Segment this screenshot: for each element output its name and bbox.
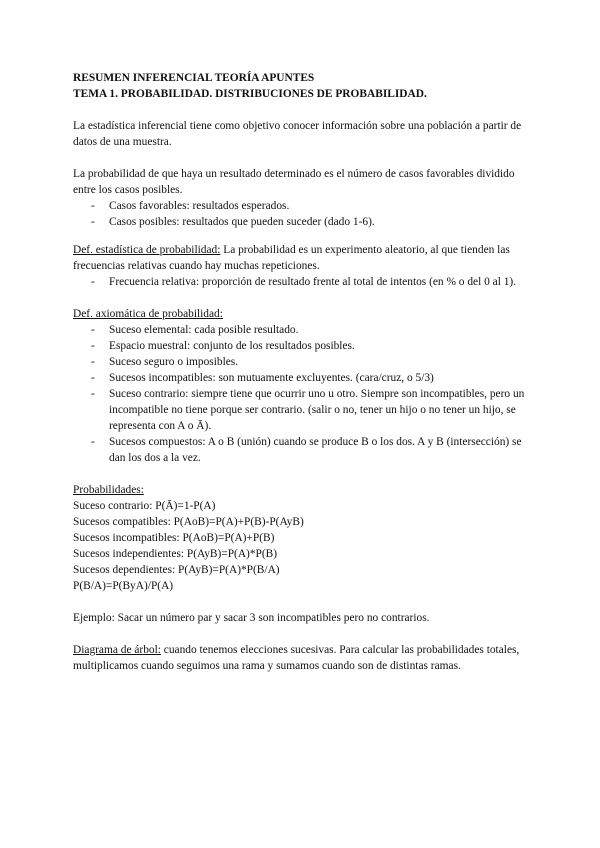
tree-diagram-paragraph xyxy=(73,642,533,674)
statistical-definition xyxy=(73,242,533,274)
formula-line: Sucesos compatibles: P(AoB)=P(A)+P(B)-P(AyB) xyxy=(73,516,304,528)
list-item: - Suceso elemental: cada posible resultado. xyxy=(73,322,533,338)
list-item: - Casos posibles: resultados que pueden suceder (dado 1-6). xyxy=(73,214,533,230)
list-item: - Sucesos incompatibles: son mutuamente excluyentes. (cara/cruz, o 5/3) xyxy=(73,370,533,386)
list-item: - Frecuencia relativa: proporción de resultado frente al total de intentos (en % o del 0 al 1). xyxy=(73,274,533,290)
document-title: RESUMEN INFERENCIAL TEORÍA APUNTES xyxy=(73,72,315,84)
section-text: cuando tenemos elecciones sucesivas. Para calcular las probabilidades totales, multiplicamos cuando seguimos una rama y sumamos cuando son de distintas ramas. xyxy=(73,644,520,672)
formula-line: Suceso contrario: P(Ā)=1-P(A) xyxy=(73,500,216,512)
section-label: Probabilidades: xyxy=(73,484,144,496)
probabilities-section xyxy=(73,482,533,498)
formula-line: P(B/A)=P(ByA)/P(A) xyxy=(73,580,174,592)
topic-title: TEMA 1. PROBABILIDAD. DISTRIBUCIONES DE PROBABILIDAD. xyxy=(73,88,427,100)
document-page xyxy=(73,70,533,674)
axiomatic-definition xyxy=(73,306,533,322)
probability-definition: La probabilidad de que haya un resultado determinado es el número de casos favorables dividido entre los casos posibles. xyxy=(73,168,515,196)
list-item: - Sucesos compuestos: A o B (unión) cuando se produce B o los dos. A y B (intersección) se dan los dos a la vez. xyxy=(73,434,533,466)
list-item: - Casos favorables: resultados esperados. xyxy=(73,198,533,214)
probability-definition-list xyxy=(73,198,533,230)
section-label: Def. estadística de probabilidad: xyxy=(73,244,221,256)
formula-line: Sucesos dependientes: P(AyB)=P(A)*P(B/A) xyxy=(73,564,280,576)
section-text: La probabilidad es un experimento aleatorio, al que tienden las frecuencias relativas cuando hay muchas repeticiones. xyxy=(73,244,510,272)
intro-paragraph: La estadística inferencial tiene como objetivo conocer información sobre una población a partir de datos de una muestra. xyxy=(73,120,522,148)
list-item: - Suceso contrario: siempre tiene que ocurrir uno u otro. Siempre son incompatibles, pero un incompatible no tiene porque ser contrario. (salir o no, tener un hijo o no tener un hijo, se representa con A o Ā). xyxy=(73,386,533,434)
formula-line: Sucesos incompatibles: P(AoB)=P(A)+P(B) xyxy=(73,532,275,544)
statistical-definition-list xyxy=(73,274,533,290)
axiomatic-definition-list xyxy=(73,322,533,466)
example-paragraph: Ejemplo: Sacar un número par y sacar 3 son incompatibles pero no contrarios. xyxy=(73,612,430,624)
formula-line: Sucesos independientes: P(AyB)=P(A)*P(B) xyxy=(73,548,278,560)
section-label: Diagrama de árbol: xyxy=(73,644,161,656)
list-item: - Espacio muestral: conjunto de los resultados posibles. xyxy=(73,338,533,354)
section-label: Def. axiomática de probabilidad: xyxy=(73,308,223,320)
list-item: - Suceso seguro o imposibles. xyxy=(73,354,533,370)
